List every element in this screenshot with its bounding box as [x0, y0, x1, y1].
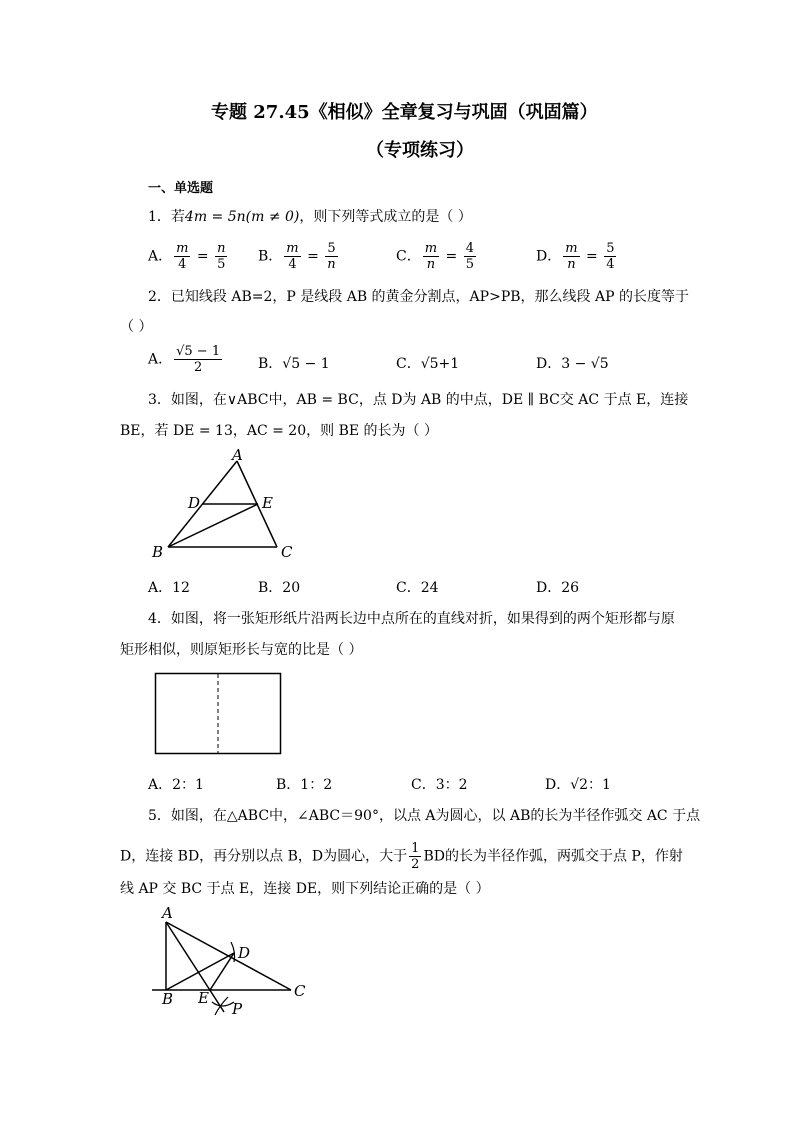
q3-figure-triangle [148, 448, 308, 563]
fraction [174, 242, 190, 271]
label-c: C [294, 982, 306, 1000]
q4-figure-rectangle [148, 666, 288, 761]
option-text: 3 − √5 [561, 356, 609, 372]
question-1-stem [148, 206, 472, 226]
option-label: A． [148, 351, 173, 368]
denominator: 5 [465, 257, 474, 272]
q3-option-d[interactable]: D．26 [536, 580, 580, 596]
question-3-stem-cont: BE，若 DE = 13，AC = 20，则 BE 的长为（ ） [120, 423, 438, 439]
option-label: C． [396, 356, 421, 372]
q1-option-c[interactable]: C． $\frac{m}{n}$ = $\frac{4}{5}$ [396, 241, 474, 272]
q1-condition: 4m = 5n(m ≠ 0) [184, 209, 300, 225]
fraction [284, 242, 300, 271]
denominator: 2 [411, 857, 420, 872]
option-label: C． [396, 248, 421, 265]
label-a: A [162, 904, 173, 922]
denominator: n [567, 257, 576, 272]
q5-text-a: D，连接 BD，再分别以点 B，D为圆心，大于 [120, 848, 408, 865]
label-d: D [238, 944, 251, 962]
fraction [604, 242, 616, 271]
fraction [325, 242, 337, 271]
denominator: n [327, 257, 336, 272]
question-4-stem: 4．如图，将一张矩形纸片沿两长边中点所在的直线对折，如果得到的两个矩形都与原 [148, 611, 675, 627]
label-e: E [262, 494, 273, 512]
q3-option-b[interactable]: B．20 [258, 580, 301, 596]
q4-option-d[interactable]: D．√2：1 [545, 777, 611, 793]
segment-be [168, 504, 258, 547]
label-a: A [232, 448, 243, 464]
numerator: 4 [465, 241, 474, 256]
page-subtitle: （专项练习） [366, 140, 474, 161]
q2-option-d[interactable] [536, 353, 609, 373]
q2-option-c[interactable] [396, 353, 459, 373]
numerator: m [176, 241, 189, 256]
q1-option-a[interactable]: A． $\frac{m}{4}$ = $\frac{n}{5}$ [148, 241, 226, 272]
q2-option-a[interactable] [148, 345, 224, 374]
denominator: 5 [217, 257, 226, 272]
denominator: 4 [606, 257, 615, 272]
label-e: E [198, 989, 209, 1007]
q3-option-a[interactable]: A．12 [148, 580, 190, 596]
label-b: B [152, 543, 164, 561]
q1-option-d[interactable]: D． $\frac{m}{n}$ = $\frac{5}{4}$ [536, 241, 615, 272]
q3-option-c[interactable]: C．24 [396, 580, 439, 596]
q1-prefix: 1．若 [148, 209, 185, 225]
numerator: m [286, 241, 299, 256]
question-4-stem-cont: 矩形相似，则原矩形长与宽的比是（ ） [120, 642, 363, 658]
question-5-stem-cont [120, 842, 683, 871]
question-5-stem: 5．如图，在△ABC中，∠ABC＝90°，以点 A为圆心，以 AB的长为半径作弧交 AC 于点 [148, 808, 701, 824]
fraction [215, 242, 227, 271]
numerator: 5 [325, 242, 337, 257]
option-text: √5 − 1 [282, 356, 330, 372]
numerator: m [424, 241, 438, 256]
question-2-stem: 2．已知线段 AB=2，P 是线段 AB 的黄金分割点，AP>PB，那么线段 AP 的长度等于 [148, 289, 689, 305]
label-b: B [162, 990, 174, 1008]
option-label: A． [148, 248, 173, 265]
question-5-stem-cont2: 线 AP 交 BC 于点 E，连接 DE，则下列结论正确的是（ ） [120, 881, 490, 897]
segment-bd [166, 953, 234, 990]
label-d: D [188, 494, 201, 512]
denominator: 2 [193, 360, 203, 375]
numerator: m [565, 241, 578, 256]
q1-suffix: ，则下列等式成立的是（ ） [299, 209, 472, 225]
option-label: B． [258, 356, 283, 372]
q1-option-b[interactable]: B． $\frac{m}{4}$ = $\frac{5}{n}$ [258, 241, 336, 272]
q2-option-b[interactable] [258, 353, 330, 373]
label-p: P [232, 1000, 243, 1018]
numerator: 5 [606, 241, 615, 256]
fraction [464, 242, 476, 271]
numerator: √5 − 1 [176, 344, 221, 359]
ray-ap [166, 922, 224, 1012]
fraction [423, 242, 439, 271]
fraction-half [409, 842, 421, 871]
q4-option-b[interactable]: B．1：2 [276, 777, 333, 793]
question-2-blank: （ ） [120, 319, 153, 335]
question-3-stem: 3．如图，在∨ABC中，AB = BC，点 D为 AB 的中点，DE ∥ BC交 AC 于点 E，连接 [148, 392, 689, 408]
q4-option-a[interactable]: A．2：1 [148, 777, 204, 793]
denominator: 4 [178, 257, 187, 272]
denominator: n [426, 257, 436, 272]
fraction [174, 345, 222, 374]
segment-de [210, 953, 234, 990]
denominator: 4 [288, 257, 297, 272]
q5-figure [148, 902, 318, 1020]
q5-text-b: BD的长为半径作弧，两弧交于点 P，作射 [423, 848, 683, 865]
option-label: B． [258, 248, 283, 265]
page-title: 专题 27.45《相似》全章复习与巩固（巩固篇） [211, 102, 598, 123]
q4-option-c[interactable]: C．3：2 [411, 777, 468, 793]
section-heading: 一、单选题 [148, 181, 214, 196]
option-label: D． [536, 248, 562, 265]
option-text: √5+1 [420, 356, 460, 372]
label-c: C [281, 543, 293, 561]
option-label: D． [536, 356, 562, 372]
fraction [563, 242, 579, 271]
numerator: 1 [411, 841, 420, 856]
rectangle [156, 674, 281, 754]
numerator: n [217, 241, 226, 256]
